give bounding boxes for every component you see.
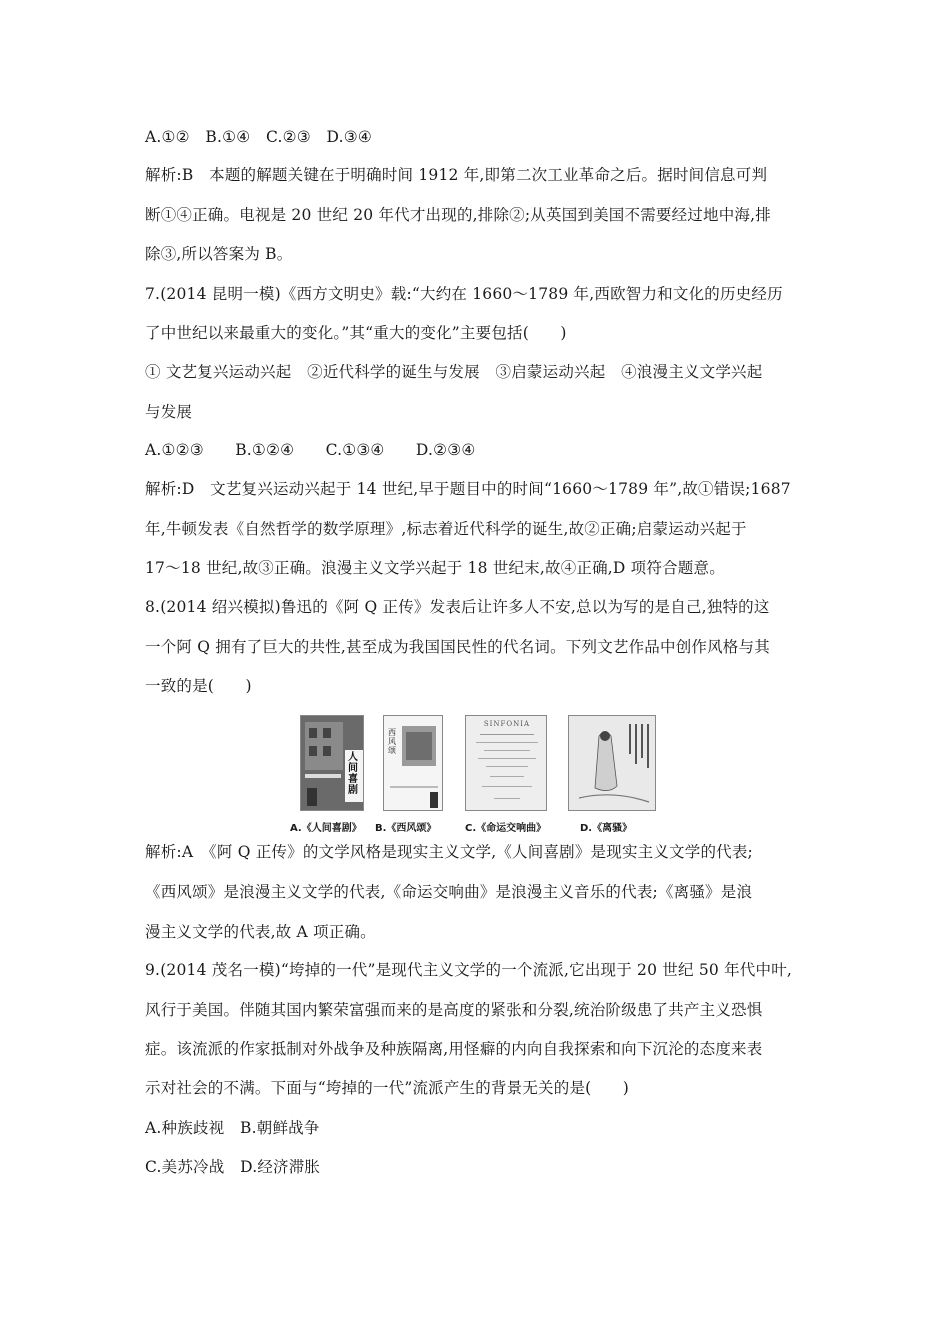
caption-c: C.《命运交响曲》 [465,823,547,834]
q7-stem-line: 7.(2014 昆明一模)《西方文明史》载:“大约在 1660～1789 年,西欧智力和文化的历史经历 [145,285,783,303]
q7-options: A.①②③ B.①②④ C.①③④ D.②③④ [145,441,476,459]
cover-a-image [300,715,364,811]
cover-c-title: SINFONIA [483,720,531,728]
q6-analysis-line: 解析:B 本题的解题关键在于明确时间 1912 年,即第二次工业革命之后。据时间信息可判 [145,166,768,184]
cover-c-image [465,715,547,811]
book-covers-figure [290,715,670,835]
q7-analysis-line: 17～18 世纪,故③正确。浪漫主义文学兴起于 18 世纪末,故④正确,D 项符合题意。 [145,559,725,577]
q9-stem-line: 9.(2014 茂名一模)“垮掉的一代”是现代主义文学的一个流派,它出现于 20 世纪 50 年代中叶, [145,961,793,979]
q9-options-line: A.种族歧视 B.朝鲜战争 [145,1119,320,1137]
q9-stem-line: 示对社会的不满。下面与“垮掉的一代”流派产生的背景无关的是( ) [145,1079,630,1097]
q9-options-line: C.美苏冷战 D.经济滞胀 [145,1158,321,1176]
q7-items-line: 与发展 [145,403,193,421]
q8-analysis-line: 解析:A 《阿 Q 正传》的文学风格是现实主义文学,《人间喜剧》是现实主义文学的代表; [145,843,753,861]
caption-b: B.《西风颂》 [375,823,437,834]
cover-d-image [568,715,656,811]
q8-stem-line: 8.(2014 绍兴模拟)鲁迅的《阿 Q 正传》发表后让许多人不安,总以为写的是自己,独特的这 [145,598,770,616]
q6-options: A.①② B.①④ C.②③ D.③④ [145,128,372,146]
cover-b-image [383,715,443,811]
cover-a-title: 人间喜剧 [348,752,358,796]
q6-analysis-line: 除③,所以答案为 B。 [145,245,293,263]
q7-stem-line: 了中世纪以来最重大的变化。”其“重大的变化”主要包括( ) [145,324,567,342]
q8-stem-line: 一致的是( ) [145,677,252,695]
caption-d: D.《离骚》 [580,823,633,834]
q7-analysis-line: 解析:D 文艺复兴运动兴起于 14 世纪,早于题目中的时间“1660～1789 年”,故①错误;1687 [145,480,791,498]
q8-analysis-line: 漫主义文学的代表,故 A 项正确。 [145,923,376,941]
q7-items-line: ① 文艺复兴运动兴起 ②近代科学的诞生与发展 ③启蒙运动兴起 ④浪漫主义文学兴起 [145,363,763,381]
caption-a: A.《人间喜剧》 [290,823,362,834]
q8-analysis-line: 《西风颂》是浪漫主义文学的代表,《命运交响曲》是浪漫主义音乐的代表;《离骚》是浪 [145,883,753,901]
q8-stem-line: 一个阿 Q 拥有了巨大的共性,甚至成为我国国民性的代名词。下列文艺作品中创作风格与其 [145,638,770,656]
q6-analysis-line: 断①④正确。电视是 20 世纪 20 年代才出现的,排除②;从英国到美国不需要经过地中海,排 [145,206,771,224]
q9-stem-line: 风行于美国。伴随其国内繁荣富强而来的是高度的紧张和分裂,统治阶级患了共产主义恐惧 [145,1001,763,1019]
q7-analysis-line: 年,牛顿发表《自然哲学的数学原理》,标志着近代科学的诞生,故②正确;启蒙运动兴起于 [145,520,747,538]
q9-stem-line: 症。该流派的作家抵制对外战争及种族隔离,用怪癖的内向自我探索和向下沉沦的态度来表 [145,1040,763,1058]
cover-b-title: 西风颂 [388,728,396,755]
